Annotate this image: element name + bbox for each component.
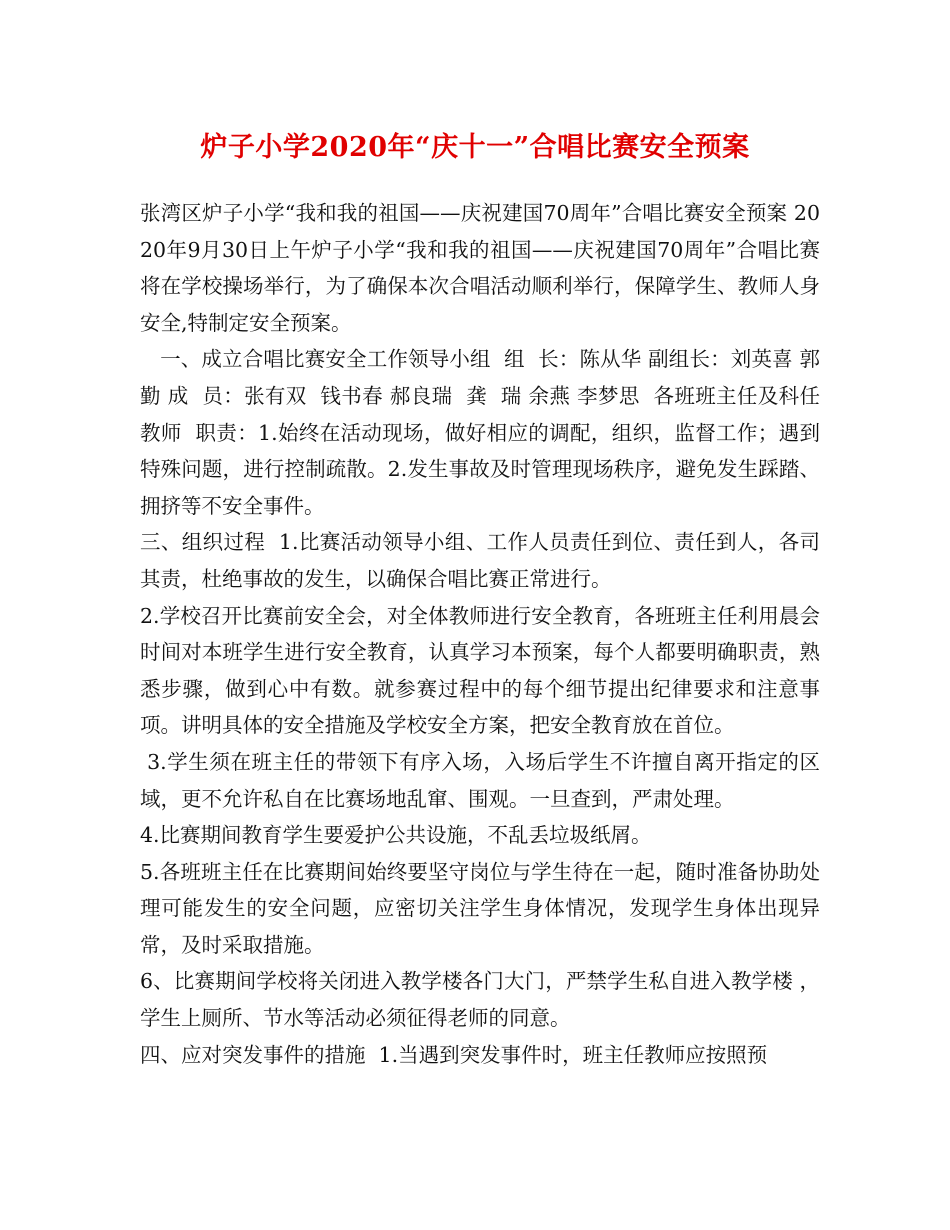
paragraph-section-3: 三、组织过程 1.比赛活动领导小组、工作人员责任到位、责任到人，各司其责，杜绝事故的发生，以确保合唱比赛正常进行。	[140, 530, 820, 591]
paragraph-item-2: 2.学校召开比赛前安全会，对全体教师进行安全教育，各班班主任利用晨会时间对本班学生进行安全教育，认真学习本预案，每个人都要明确职责，熟悉步骤，做到心中有数。就参赛过程中的每个细节提出纪律要求和注意事项。讲明具体的安全措施及学校安全方案，把安全教育放在首位。	[140, 603, 820, 738]
document-title: 炉子小学2020年“庆十一”合唱比赛安全预案	[200, 132, 750, 163]
paragraph-item-5: 5.各班班主任在比赛期间始终要坚守岗位与学生待在一起，随时准备协助处理可能发生的安全问题，应密切关注学生身体情况，发现学生身体出现异常，及时采取措施。	[140, 859, 820, 957]
paragraph-intro: 张湾区炉子小学“我和我的祖国——庆祝建国70周年”合唱比赛安全预案 2020年9月30日上午炉子小学“我和我的祖国——庆祝建国70周年”合唱比赛将在学校操场举行，为了确保本次合唱活动顺利举行，保障学生、教师人身安全,特制定安全预案。	[140, 201, 820, 335]
document-body	[140, 195, 834, 1073]
paragraph-item-6: 6、比赛期间学校将关闭进入教学楼各门大门，严禁学生私自进入教学楼 ，学生上厕所、节水等活动必须征得老师的同意。	[140, 969, 820, 1031]
paragraph-section-4: 四、应对突发事件的措施 1.当遇到突发事件时，班主任教师应按照预	[140, 1042, 768, 1067]
paragraph-item-4: 4.比赛期间教育学生要爱护公共设施，不乱丢垃圾纸屑。	[140, 823, 652, 848]
paragraph-item-3: 3.学生须在班主任的带领下有序入场，入场后学生不许擅自离开指定的区域，更不允许私自在比赛场地乱窜、围观。一旦查到，严肃处理。	[140, 749, 820, 811]
paragraph-section-1: 一、成立合唱比赛安全工作领导小组 组 长：陈从华 副组长：刘英喜 郭 勤 成 员：张有双 钱书春 郝良瑞 龚 瑞 余燕 李梦思 各班班主任及科任教师 职责：1.始终在活动现场，做好相应的调配，组织，监督工作；遇到特殊问题，进行控制疏散。2.发生事故及时管理现场秩序，避免发生踩踏、拥挤等不安全事件。	[140, 347, 834, 518]
